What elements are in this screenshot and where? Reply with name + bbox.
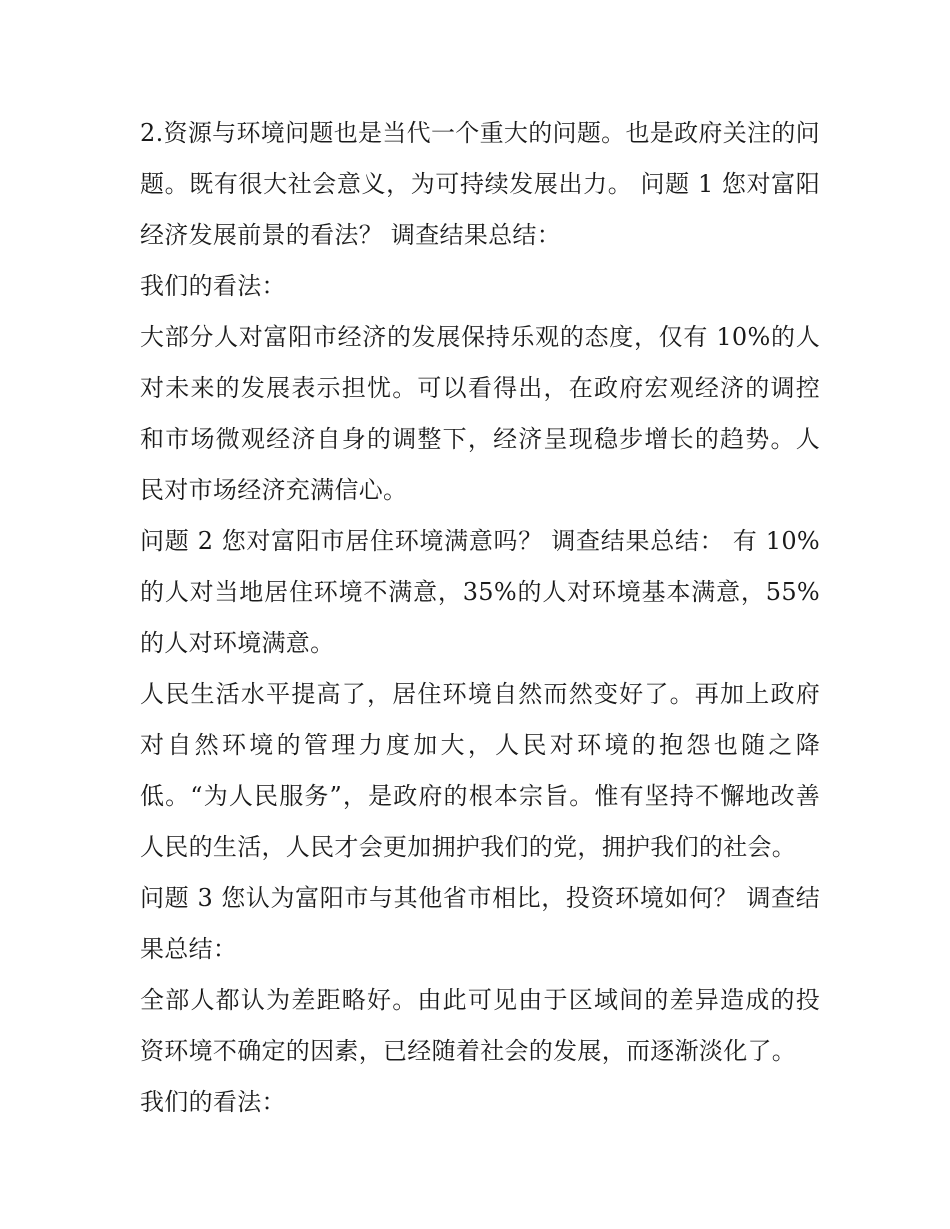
document-body: [140, 108, 820, 1128]
paragraph-economy-outlook: 大部分人对富阳市经济的发展保持乐观的态度，仅有 10%的人对未来的发展表示担忧。可以看得出，在政府宏观经济的调控和市场微观经济自身的调整下，经济呈现稳步增长的趋势。人民对市场经济充满信心。: [140, 323, 820, 504]
paragraph-question-3: 问题 3 您认为富阳市与其他省市相比，投资环境如何？ 调查结果总结：: [140, 884, 820, 963]
paragraph-living-environment: 人民生活水平提高了，居住环境自然而然变好了。再加上政府对自然环境的管理力度加大，人民对环境的抱怨也随之降低。“为人民服务”，是政府的根本宗旨。惟有坚持不懈地改善人民的生活，人民才会更加拥护我们的党，拥护我们的社会。: [140, 680, 820, 861]
paragraph-investment-environment: 全部人都认为差距略好。由此可见由于区域间的差异造成的投资环境不确定的因素，已经随着社会的发展，而逐渐淡化了。: [140, 986, 820, 1065]
paragraph-our-view-1: 我们的看法：: [140, 272, 286, 300]
paragraph-our-view-2: 我们的看法：: [140, 1088, 286, 1116]
paragraph-question-2: 问题 2 您对富阳市居住环境满意吗？ 调查结果总结： 有 10%的人对当地居住环境不满意，35%的人对环境基本满意，55%的人对环境满意。: [140, 527, 820, 657]
paragraph-resources-environment: 2.资源与环境问题也是当代一个重大的问题。也是政府关注的问题。既有很大社会意义，为可持续发展出力。 问题 1 您对富阳经济发展前景的看法？ 调查结果总结：: [140, 119, 820, 249]
